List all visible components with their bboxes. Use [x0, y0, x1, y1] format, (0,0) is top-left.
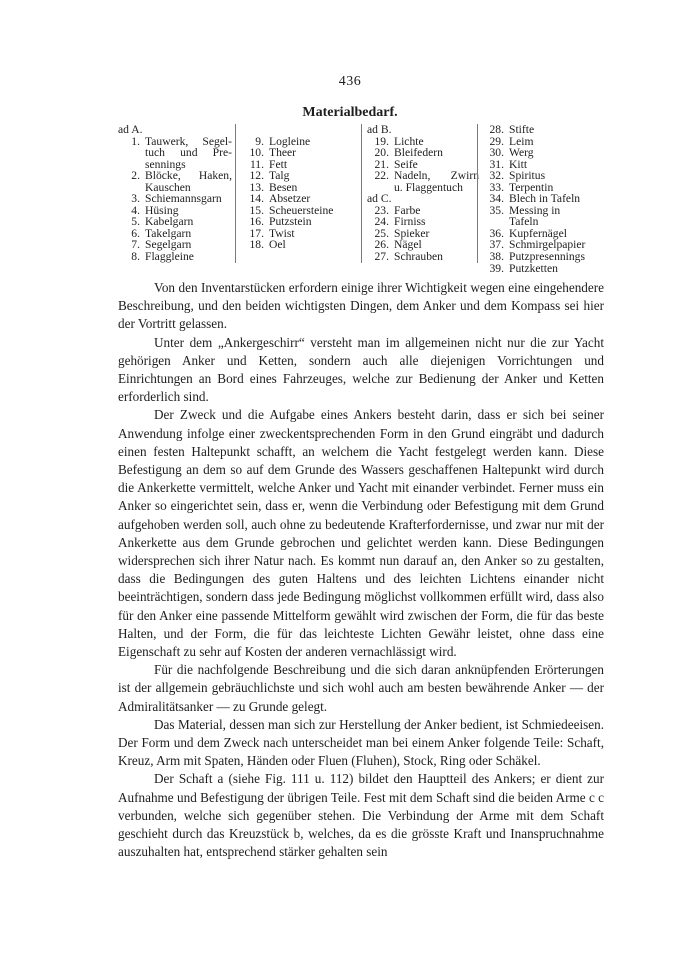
item-label: Messing in Tafeln [509, 203, 561, 229]
materials-column-a2 [242, 124, 354, 251]
item-number: 39. [489, 261, 504, 275]
item-number: 33. [489, 180, 504, 194]
item-number: 21. [374, 157, 389, 171]
item-label: Absetzer [269, 192, 311, 206]
item-number: 14. [249, 192, 264, 206]
item-label: Leim [509, 134, 534, 148]
item-number: 27. [374, 250, 389, 264]
group-label: ad B. [367, 123, 392, 136]
item-number: 10. [249, 146, 264, 160]
material-item [482, 251, 588, 263]
item-label: Kupfernägel [509, 226, 567, 240]
item-label: u. Flaggentuch [394, 180, 463, 194]
item-label: Flaggleine [145, 250, 194, 264]
material-item [482, 205, 588, 228]
column-divider [361, 124, 362, 263]
item-number: 13. [249, 180, 264, 194]
item-label: Lichte [394, 134, 424, 148]
item-label: Oel [269, 238, 286, 252]
item-label: Kauschen [145, 180, 191, 194]
item-label: Schrauben [394, 250, 443, 264]
item-number: 17. [249, 226, 264, 240]
item-number: 23. [374, 203, 389, 217]
material-item [367, 251, 479, 263]
item-number: 29. [489, 134, 504, 148]
item-label: Spiritus [509, 169, 546, 183]
item-number: 18. [249, 238, 264, 252]
item-number: 25. [374, 226, 389, 240]
item-label: Firniss [394, 215, 426, 229]
column-divider [235, 124, 236, 263]
item-label: Theer [269, 146, 297, 160]
material-item [118, 147, 232, 159]
item-label: Putzstein [269, 215, 312, 229]
item-number: 35. [489, 203, 504, 217]
item-number: 16. [249, 215, 264, 229]
item-label: tuch und Pre- [145, 146, 232, 160]
item-label: Kitt [509, 157, 528, 171]
material-item [242, 170, 354, 182]
item-label: Bleifedern [394, 146, 443, 160]
section-heading: Materialbedarf. [302, 105, 398, 120]
paragraph: Unter dem „Ankergeschirr“ versteht man im allgemeinen nicht nur die zur Yacht gehörigen Anker und Ketten, sondern auch alle diejenigen Vorrichtungen und Einrichtungen an Bord eines Fahrzeuges, welche zur Bedienung der Anker und Ketten erforderlich sind. [118, 334, 604, 405]
paragraph: Für die nachfolgende Beschreibung und die sich daran anknüpfenden Erörterungen ist der allgemein gebräuchlichste und sich wohl auch am besten bewährende Anker — der Admiralitätsanker — zu Grunde gelegt. [118, 662, 604, 714]
material-item [242, 239, 354, 251]
spacer [242, 124, 354, 136]
item-label: Werg [509, 146, 534, 160]
item-label: Kabelgarn [145, 215, 194, 229]
item-label: Putzpresennings [509, 250, 585, 264]
item-label: sennings [145, 157, 186, 171]
materials-column-b1 [367, 124, 479, 263]
item-number: 1. [131, 134, 140, 148]
item-label: Farbe [394, 203, 421, 217]
item-number: 3. [131, 192, 140, 206]
material-item [482, 147, 588, 159]
item-label: Scheuersteine [269, 203, 334, 217]
column-divider [477, 124, 478, 263]
item-number: 11. [249, 157, 264, 171]
page-number: 436 [338, 74, 362, 89]
body-text [118, 279, 604, 862]
item-number: 7. [131, 238, 140, 252]
paragraph: Von den Inventarstücken erfordern einige ihrer Wichtigkeit wegen eine eingehendere Beschreibung, und den beiden wichtigsten Dingen, dem Anker und dem Kompass sei hier der Vortritt gelassen. [118, 280, 604, 332]
material-item [118, 170, 232, 182]
material-item [367, 147, 479, 159]
paragraph: Der Schaft a (siehe Fig. 111 u. 112) bildet den Hauptteil des Ankers; er dient zur Aufnahme und Befestigung der übrigen Teile. Fest mit dem Schaft sind die beiden Arme c c verbunden, welche sich gegenüber stehen. Die Verbindung der Arme mit dem Schaft geschieht durch das Kreuzstück b, welches, da es die grösste Kraft und Inanspruchnahme auszuhalten hat, entsprechend stärker gehalten sein [118, 771, 604, 860]
item-number [118, 147, 140, 159]
item-label: Schiemannsgarn [145, 192, 222, 206]
item-label: Twist [269, 226, 295, 240]
item-label: Logleine [269, 134, 311, 148]
item-number: 6. [131, 226, 140, 240]
item-number: 30. [489, 146, 504, 160]
item-number: 15. [249, 203, 264, 217]
item-number: 12. [249, 169, 264, 183]
item-number: 24. [374, 215, 389, 229]
group-label: ad A. [118, 123, 143, 136]
item-label: Takelgarn [145, 226, 192, 240]
item-number: 38. [489, 250, 504, 264]
group-label: ad C. [367, 192, 392, 206]
item-label: Seife [394, 157, 418, 171]
item-number: 32. [489, 169, 504, 183]
item-number: 37. [489, 238, 504, 252]
materials-column-b2 [482, 124, 588, 274]
item-number: 9. [255, 134, 264, 148]
item-label: Tauwerk, Segel- [145, 134, 232, 148]
item-label: Besen [269, 180, 298, 194]
item-number: 20. [374, 146, 389, 160]
item-label: Putzketten [509, 261, 558, 275]
item-label: Talg [269, 169, 290, 183]
material-item [242, 147, 354, 159]
paragraph: Das Material, dessen man sich zur Herstellung der Anker bedient, ist Schmiedeeisen. Der Form und dem Zweck nach unterscheidet man bei einem Anker folgende Teile: Schaft, Kreuz, Arm mit Spaten, Händen oder Fluen (Fluhen), Stock, Ring oder Schäkel. [118, 716, 604, 769]
item-label: Nägel [394, 238, 422, 252]
item-number: 34. [489, 192, 504, 206]
item-number: 8. [131, 250, 140, 264]
item-label: Terpentin [509, 180, 554, 194]
item-label: Spieker [394, 226, 430, 240]
item-number: 4. [131, 203, 140, 217]
item-number: 2. [131, 169, 140, 183]
item-label: Segelgarn [145, 238, 192, 252]
item-label: Nadeln, Zwirn [394, 169, 479, 183]
item-number: 5. [131, 215, 140, 229]
material-item [118, 251, 232, 263]
item-number: 19. [374, 134, 389, 148]
item-label: Hüsing [145, 203, 179, 217]
material-item [482, 170, 588, 182]
item-label: Fett [269, 157, 288, 171]
item-number: 36. [489, 226, 504, 240]
item-label: Schmirgelpapier [509, 238, 586, 252]
item-number: 26. [374, 238, 389, 252]
materials-column-a1 [118, 124, 232, 263]
item-label: Blech in Tafeln [509, 192, 581, 206]
item-number: 28. [489, 123, 504, 136]
paragraph: Der Zweck und die Aufgabe eines Ankers besteht darin, dass er sich bei seiner Anwendung infolge einer zweckentsprechenden Form in den Grund eingräbt und dadurch einen festen Haltepunkt schafft, an welchem die Yacht festgelegt werden kann. Diese Befestigung an dem so auf dem Grunde des Wassers geschaffenen Haltepunkt wird durch die Ankerkette vermittelt, welche Anker und Yacht mit einander verbindet. Ferner muss ein Anker so eingerichtet sein, dass er, wenn die Verbindung oder Befestigung mit dem Grund aufgehoben werden soll, auch ohne zu bedeutende Krafterfordernisse, und zwar nur mit der Ankerkette aus dem Grunde gebrochen und gelichtet werden kann. Diese Bedingungen widersprechen sich ihrer Natur nach. Es kommt nun darauf an, den Anker so zu gestalten, dass die Bedingungen des guten Haltens und des leichten Lichtens einander nicht beeinträchtigen, sondern dass jede Bedingung möglichst vollkommen erfüllt wird, dass also für den Anker eine passende Mittelform gewählt wird zwischen der Form, die für das beste Halten, und der Form, die für das leichteste Lichten Gewähr leistet, ohne dass eine Eigenschaft zu sehr auf Kosten der anderen vernachlässigt wird. [118, 407, 604, 660]
materials-list [118, 123, 588, 275]
material-item [482, 124, 588, 136]
item-label: Stifte [509, 123, 535, 136]
item-number: 22. [374, 169, 389, 183]
material-item [482, 263, 588, 275]
item-label: Blöcke, Haken, [145, 169, 232, 183]
material-item [367, 170, 479, 182]
item-number: 31. [489, 157, 504, 171]
